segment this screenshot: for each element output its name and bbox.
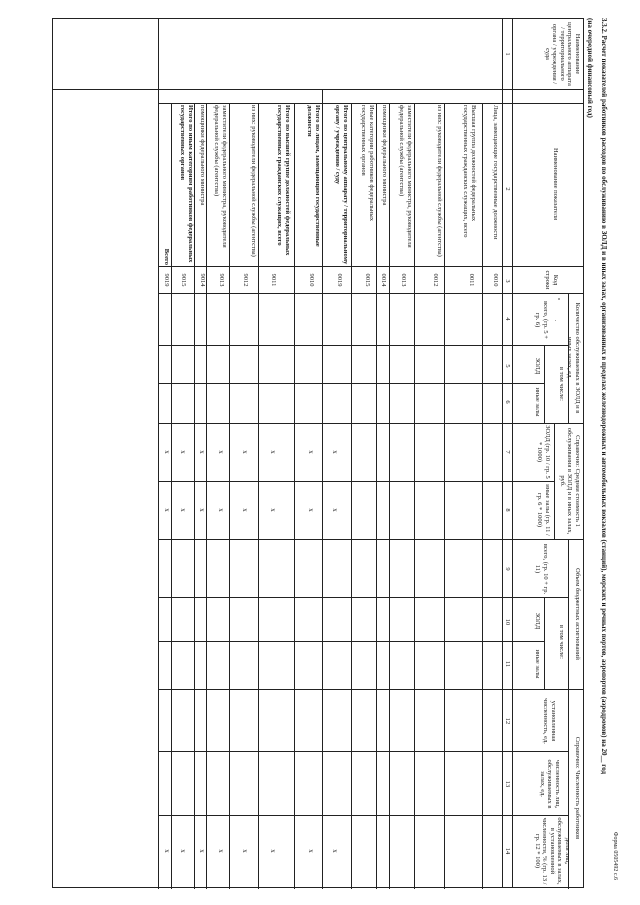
served-zold-header: ЗОЛД: [534, 357, 541, 375]
avg-cost-other-header: иные залы (гр. 11 / гр. 6 * 1000): [536, 484, 551, 536]
grid-line: [159, 481, 555, 482]
col-num: 2: [504, 187, 511, 191]
budget-other-header: иные залы: [534, 649, 541, 679]
col-num: 3: [504, 279, 511, 283]
cross-mark: x: [269, 508, 277, 512]
row-code: 9019: [163, 273, 170, 287]
row-code: 0019: [336, 273, 343, 287]
grid-line: [322, 89, 323, 889]
grid-line: [194, 103, 195, 889]
col-num: 9: [504, 567, 511, 571]
grid-line: [229, 103, 230, 889]
row-code: 9012: [242, 273, 249, 287]
row-code: 0010: [492, 273, 499, 287]
col-num: 6: [504, 400, 511, 404]
cross-mark: x: [198, 450, 206, 454]
row-label: Иные категории работников федеральных государственных органов: [360, 105, 375, 222]
served-incl-header: в том числе:: [558, 367, 565, 401]
cross-mark: x: [198, 508, 206, 512]
grid-line: [568, 689, 569, 889]
staff-served-header: численность лиц, обслуживаемых в залах, ед.: [539, 759, 561, 809]
col-num: 13: [504, 780, 511, 788]
cross-mark: x: [331, 450, 339, 454]
grid-line: [544, 345, 545, 423]
budget-incl-header: в том числе:: [558, 625, 565, 659]
cross-mark: x: [331, 849, 339, 853]
scan-speck: [555, 320, 556, 321]
grid-line: [482, 103, 483, 889]
grid-line: [159, 103, 583, 104]
grid-line: [159, 597, 569, 598]
row-label: из них: руководители федеральной службы (агентства): [436, 105, 443, 257]
cross-mark: x: [241, 508, 249, 512]
grid-line: [159, 539, 583, 540]
scan-speck: [558, 298, 560, 300]
grid-line: [206, 103, 207, 889]
form-title: 3.3.2. Расчет показателей работников расходов по обслуживанию в ЗОЛД и в иных залах, организованных в пределах железнодорожных и автомобильных вокзалов (станций), морских и речных портов, аэропортов (аэродромов) на 20__ год: [600, 18, 608, 775]
cross-mark: x: [179, 450, 187, 454]
grid-line: [376, 103, 377, 889]
grid-line: [294, 103, 295, 889]
org-column-header: Наименование центрального аппарата / территориального органа / учреждения / суда: [544, 22, 581, 86]
col-num: 4: [504, 317, 511, 321]
avg-cost-header: Справочно: Средняя стоимость 1 обслуживания в ЗОЛД и в иных залах, руб.: [559, 427, 581, 535]
grid-line: [158, 19, 159, 889]
row-code: 0012: [432, 273, 439, 287]
row-label: Высшая группа должностей федеральных государственных гражданских служащих, всего: [462, 105, 477, 238]
cross-mark: x: [179, 508, 187, 512]
grid-line: [159, 383, 545, 384]
avg-cost-zold-header: ЗОЛД (гр. 10 / гр. 5 * 1000): [536, 425, 551, 479]
grid-line: [568, 293, 569, 423]
row-label: помощники федерального министра: [199, 105, 206, 206]
row-label: Итого по иным категориям работников федеральных государственных органов: [179, 105, 194, 263]
form-code-label: Форма 0505492 с.6: [612, 831, 618, 880]
grid-line: [414, 103, 415, 889]
row-label: из них: руководители федеральной службы (агентства): [250, 105, 257, 257]
grid-line: [159, 423, 583, 424]
grid-line: [159, 345, 569, 346]
grid-line: [444, 103, 445, 889]
col-num: 10: [504, 618, 511, 626]
grid-line: [512, 19, 513, 887]
grid-line: [502, 19, 503, 887]
budget-zold-header: ЗОЛД: [534, 612, 541, 630]
row-label: Итого по центральному аппарату / территориальному органу / учреждению / суду: [334, 105, 349, 265]
calculation-table: [52, 18, 584, 888]
cross-mark: x: [331, 508, 339, 512]
col-num: 12: [504, 717, 511, 725]
cross-mark: x: [241, 849, 249, 853]
col-num: 8: [504, 508, 511, 512]
grid-line: [159, 815, 569, 816]
served-total-header: всего, (гр. 5 + гр. 6): [534, 301, 549, 339]
col-num: 7: [504, 450, 511, 454]
cross-mark: x: [163, 849, 171, 853]
cross-mark: x: [269, 849, 277, 853]
staff-established-header: установленная численность, ед.: [542, 698, 557, 744]
grid-line: [544, 597, 545, 689]
row-code: 9014: [199, 273, 206, 287]
grid-line: [351, 103, 352, 889]
grid-line: [258, 103, 259, 889]
grid-line: [159, 641, 545, 642]
row-label: заместители федерального министра, руководителя федеральной службы (агентства): [398, 105, 413, 248]
row-label: Лица, замещающие государственные должности: [492, 105, 499, 240]
budget-header: Объем бюджетных ассигнований: [574, 568, 581, 660]
row-label: заместители федерального министра, руководителя федеральной службы (агентства): [213, 105, 228, 248]
cross-mark: x: [217, 450, 225, 454]
form-period: (на очередной финансовый год): [586, 18, 594, 118]
row-code: 0014: [380, 273, 387, 287]
col-num: 14: [504, 847, 511, 855]
cross-mark: x: [307, 849, 315, 853]
budget-total-header: всего, (гр. 10 + гр. 11): [534, 543, 549, 595]
col-num: 11: [504, 660, 511, 668]
grid-line: [159, 266, 583, 267]
row-code: 9015: [180, 273, 187, 287]
grid-line: [568, 539, 569, 689]
grid-line: [53, 89, 583, 90]
served-count-header: Количество обслуживаемых в ЗОЛД и в иных залах, ед.: [566, 302, 581, 414]
code-column-header: Код строки: [544, 270, 559, 290]
cross-mark: x: [307, 450, 315, 454]
staff-share-header: доля лиц, обслуживаемых в залах, в установленной численности, % (гр. 13 / гр. 12 * 100): [534, 817, 571, 885]
cross-mark: x: [269, 450, 277, 454]
grid-line: [159, 751, 569, 752]
row-code: 9010: [308, 273, 315, 287]
row-label: помощники федерального министра: [381, 105, 388, 206]
row-code: 0015: [364, 273, 371, 287]
grid-line: [171, 103, 172, 889]
row-code: 9011: [270, 273, 277, 287]
row-label: Всего: [163, 248, 170, 265]
staff-header: Справочно: Численность работников: [574, 736, 581, 840]
grid-line: [159, 689, 583, 690]
cross-mark: x: [241, 450, 249, 454]
rotated-form-sheet: [50, 18, 620, 888]
cross-mark: x: [179, 849, 187, 853]
grid-line: [159, 293, 583, 294]
served-other-header: иные залы: [534, 387, 541, 417]
cross-mark: x: [217, 849, 225, 853]
row-code: 9013: [218, 273, 225, 287]
grid-line: [389, 103, 390, 889]
row-label: Итого по высшей группе должностей федеральных государственных гражданских служащих, всего: [276, 105, 291, 256]
indicator-column-header: Наименование показателя: [552, 147, 559, 221]
row-code: 0013: [400, 273, 407, 287]
cross-mark: x: [198, 849, 206, 853]
col-num: 5: [504, 364, 511, 368]
cross-mark: x: [307, 508, 315, 512]
row-label: Итого по лицам, замещающим государственные должности: [306, 105, 321, 247]
cross-mark: x: [163, 508, 171, 512]
org-column-number: 1: [504, 52, 511, 56]
cross-mark: x: [163, 450, 171, 454]
grid-line: [554, 423, 555, 539]
row-code: 0011: [468, 273, 475, 287]
cross-mark: x: [217, 508, 225, 512]
